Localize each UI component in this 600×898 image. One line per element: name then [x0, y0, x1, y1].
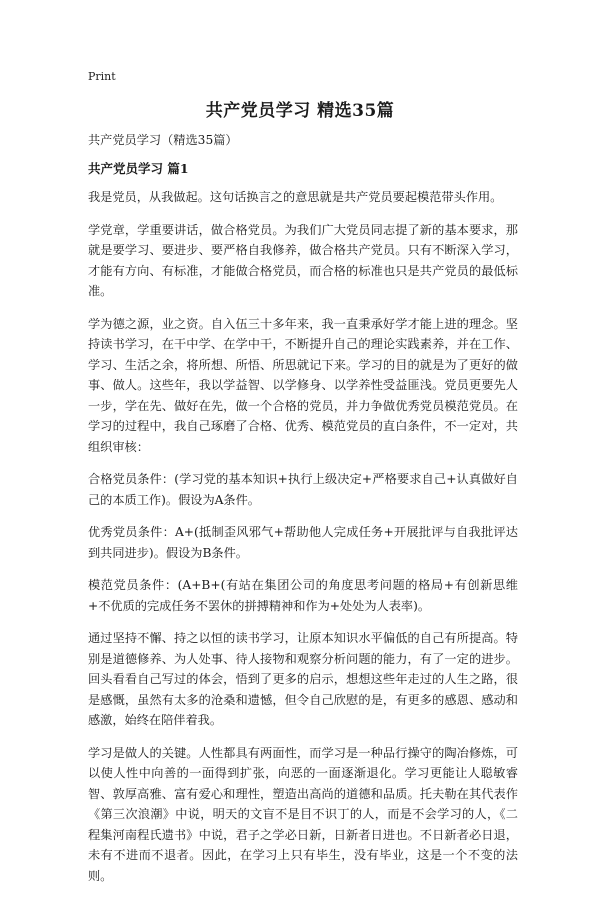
- paragraph-6: 模范党员条件：(A+B+(有站在集团公司的角度思考问题的格局+有创新思维+不优质的完成任务不罢休的拼搏精神和作为+处处为人表率)。: [88, 578, 518, 613]
- paragraph-5: 优秀党员条件：A+(抵制歪风邪气+帮助他人完成任务+开展批评与自我批评达到共同进步)。假设为B条件。: [88, 525, 518, 560]
- paragraph-2: 学党章，学重要讲话，做合格党员。为我们广大党员同志提了新的基本要求，那就是要学习、要进步、要严格自我修养，做合格共产党员。只有不断深入学习，才能有方向、有标准，才能做合格党员，而合格的标准也只是共产党员的最低标准。: [88, 222, 518, 298]
- print-link[interactable]: Print: [88, 70, 116, 83]
- paragraph-3: 学为德之源，业之资。自入伍三十多年来，我一直秉承好学才能上进的理念。坚持读书学习，在干中学、在学中干，不断提升自己的理论实践素养，并在工作、学习、生活之余，将所想、所悟、所思就记下来。学习的目的就是为了更好的做事、做人。这些年，我以学益智、以学修身、以学养性受益匪浅。党员更要先人一步，学在先、做好在先，做一个合格的党员，并力争做优秀党员模范党员。在学习的过程中，我自己琢磨了合格、优秀、模范党员的直白条件，不一定对，共组织审核：: [88, 316, 518, 454]
- section-heading: 共产党员学习 篇1: [88, 160, 189, 176]
- document-subtitle: 共产党员学习（精选35篇）: [88, 133, 238, 147]
- paragraph-8: 学习是做人的关键。人性都具有两面性，而学习是一种品行操守的陶冶修炼，可以使人性中向善的一面得到扩张，向恶的一面逐渐退化。学习更能让人聪敏睿智、敦厚高雅、富有爱心和理性，塑造出高尚的道德和品质。托夫勒在其代表作《第三次浪潮》中说，明天的文盲不是目不识丁的人，而是不会学习的人，《二程集河南程氏遗书》中说，君子之学必日新，日新者日进也。不日新者必日退，未有不进而不退者。因此，在学习上只有毕生，没有毕业，这是一个不变的法则。: [88, 745, 518, 883]
- document-title: 共产党员学习 精选35篇: [205, 101, 395, 121]
- paragraph-1: 我是党员，从我做起。这句话换言之的意思就是共产党员要起模范带头作用。: [88, 190, 503, 204]
- paragraph-4: 合格党员条件：(学习党的基本知识+执行上级决定+严格要求自己+认真做好自己的本质工作)。假设为A条件。: [88, 472, 518, 507]
- paragraph-7: 通过坚持不懈、持之以恒的读书学习，让原本知识水平偏低的自己有所提高。特别是道德修养、为人处事、待人接物和观察分析问题的能力，有了一定的进步。回头看看自己写过的体会，悟到了更多的启示，想想这些年走过的人生之路，很是感慨，虽然有太多的沧桑和遗憾，但令自己欣慰的是，有更多的感恩、感动和感激，始终在陪伴着我。: [88, 631, 518, 727]
- document-body: [88, 130, 518, 898]
